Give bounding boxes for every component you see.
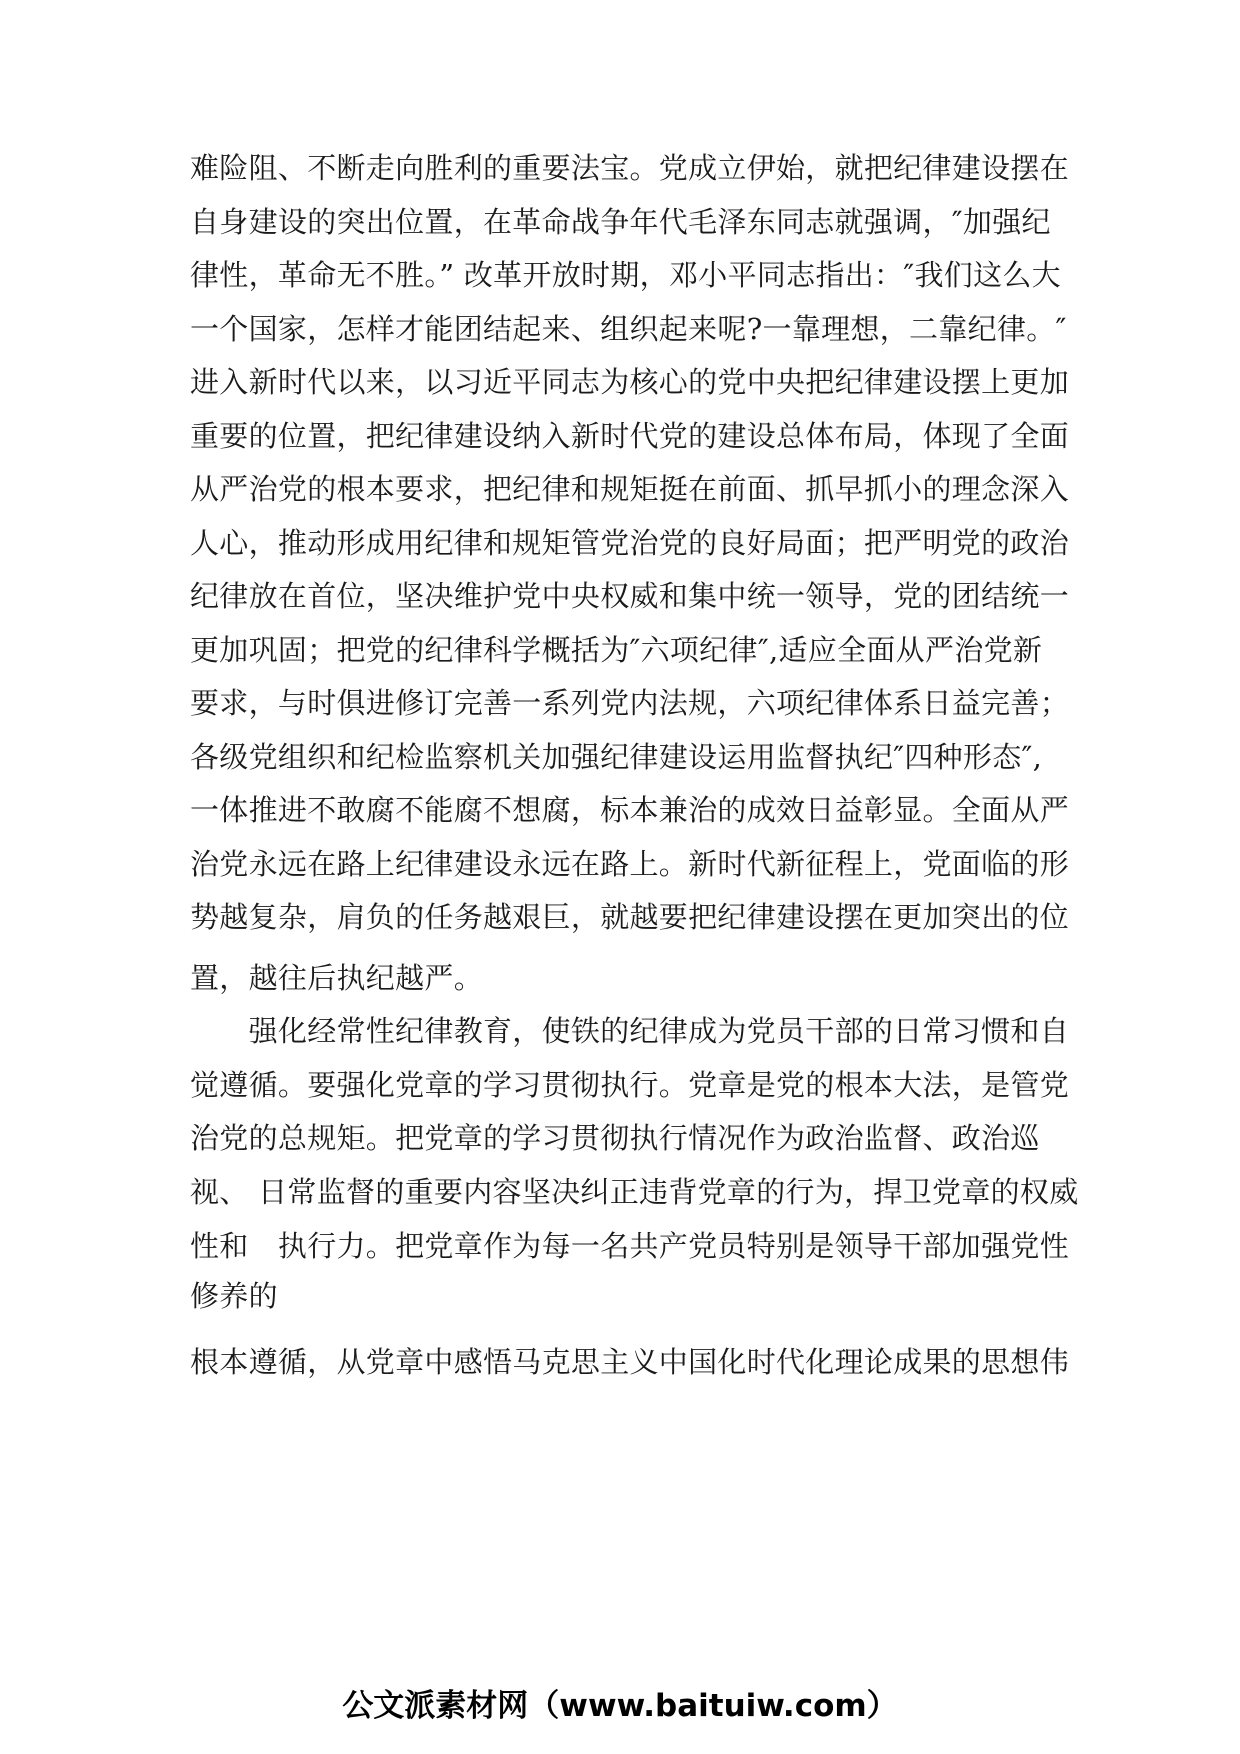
body-line-6: 重要的位置，把纪律建设纳入新时代党的建设总体布局，体现了全面 — [190, 419, 1070, 453]
body-line-4: 一个国家，怎样才能团结起来、组织起来呢?一靠理想，二靠纪律。″ — [190, 312, 1067, 346]
body-line-19: 治党的总规矩。把党章的学习贯彻执行情况作为政治监督、政治巡 — [190, 1121, 1040, 1155]
body-line-21: 性和 执行力。把党章作为每一名共产党员特别是领导干部加强党性 — [190, 1229, 1070, 1263]
body-line-1: 难险阻、不断走向胜利的重要法宝。党成立伊始，就把纪律建设摆在 — [190, 151, 1070, 185]
body-line-14: 治党永远在路上纪律建设永远在路上。新时代新征程上，党面临的形 — [190, 847, 1070, 881]
body-line-13: 一体推进不敢腐不能腐不想腐，标本兼治的成效日益彰显。全面从严 — [190, 793, 1070, 827]
body-line-7: 从严治党的根本要求，把纪律和规矩挺在前面、抓早抓小的理念深入 — [190, 472, 1070, 506]
body-line-15: 势越复杂，肩负的任务越艰巨，就越要把纪律建设摆在更加突出的位 — [190, 900, 1070, 934]
body-line-23: 根本遵循，从党章中感悟马克思主义中国化时代化理论成果的思想伟 — [190, 1345, 1070, 1379]
body-line-8: 人心，推动形成用纪律和规矩管党治党的良好局面；把严明党的政治 — [190, 526, 1070, 560]
body-line-2: 自身建设的突出位置，在革命战争年代毛泽东同志就强调，″加强纪 — [190, 205, 1051, 239]
body-line-16: 置，越往后执纪越严。 — [190, 961, 484, 995]
footer-watermark: 公文派素材网（www.baituiw.com） — [342, 1688, 898, 1724]
body-line-12: 各级党组织和纪检监察机关加强纪律建设运用监督执纪″四种形态″, — [190, 740, 1043, 774]
body-line-20: 视、 日常监督的重要内容坚决纠正违背党章的行为，捍卫党章的权威 — [190, 1175, 1079, 1209]
body-line-10: 更加巩固；把党的纪律科学概括为″六项纪律″,适应全面从严治党新 — [190, 633, 1043, 667]
body-line-9: 纪律放在首位，坚决维护党中央权威和集中统一领导，党的团结统一 — [190, 579, 1070, 613]
body-line-18: 觉遵循。要强化党章的学习贯彻执行。党章是党的根本大法，是管党 — [190, 1068, 1070, 1102]
body-line-17: 强化经常性纪律教育，使铁的纪律成为党员干部的日常习惯和自 — [190, 1014, 1070, 1048]
body-line-5: 进入新时代以来，以习近平同志为核心的党中央把纪律建设摆上更加 — [190, 365, 1070, 399]
body-line-11: 要求，与时俱进修订完善一系列党内法规，六项纪律体系日益完善； — [190, 686, 1070, 720]
body-line-3: 律性，革命无不胜。” 改革开放时期，邓小平同志指出：″我们这么大 — [190, 258, 1061, 292]
body-line-22: 修养的 — [190, 1279, 278, 1313]
